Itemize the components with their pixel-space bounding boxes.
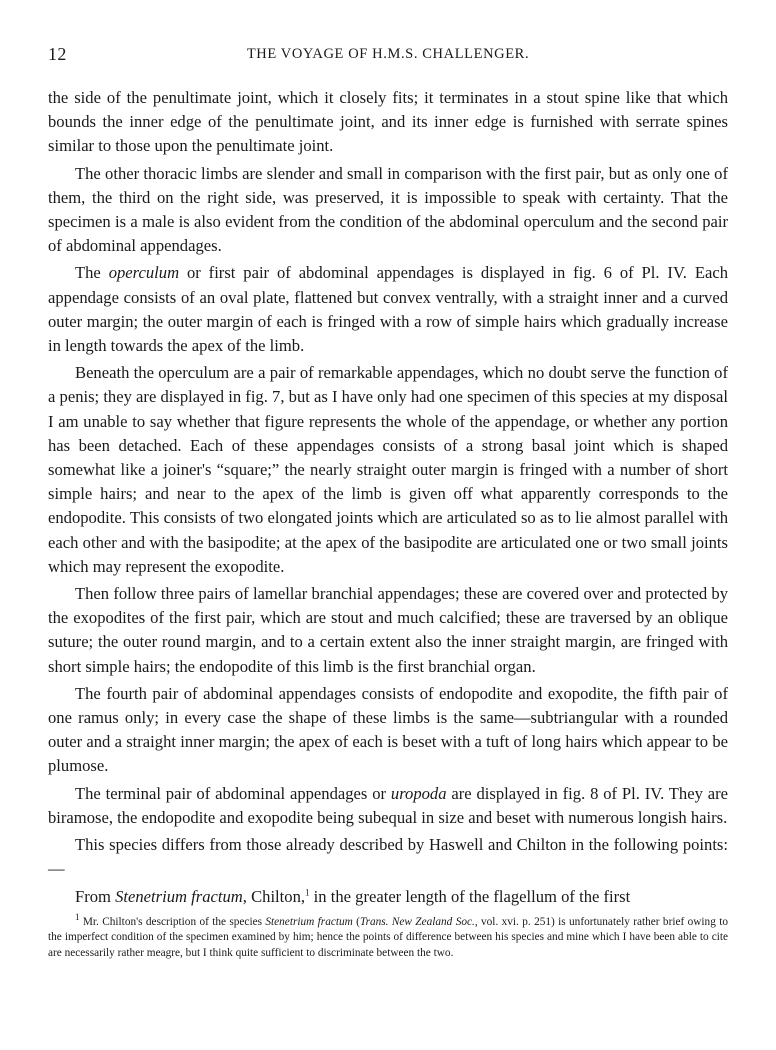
footnote-marker: 1 <box>75 911 80 922</box>
footnote-text: Mr. Chilton's description of the species <box>79 915 266 928</box>
paragraph-text: are displayed in fig. 8 of Pl. IV. They are biramose, the endopodite and exopodite being subequal in size and beset with numerous longish hairs. <box>48 783 728 827</box>
paragraph-fourth-pair <box>48 682 728 779</box>
paragraph-branchial-appendages <box>48 582 728 679</box>
paragraph-text: Then follow three pairs of lamellar branchial appendages; these are covered over and protected by the exopodites of the first pair, which are stout and much calcified; these are traversed by an oblique suture; the outer round margin, and to a certain extent also the inner straight margin, are fringed with short simple hairs; the endopodite of this limb is the first branchial organ. <box>48 584 728 676</box>
paragraph-text: or first pair of abdominal appendages is displayed in fig. 6 of Pl. IV. Each appendage consists of an oval plate, flattened but convex ventrally, with a straight inner and a curved outer margin; the outer margin of each is fringed with a row of simple hairs which gradually increase in length towards the apex of the limb. <box>48 263 728 356</box>
page <box>48 44 728 961</box>
paragraph-operculum <box>48 261 728 358</box>
italic-term: Stenetrium fractum <box>115 886 243 906</box>
paragraph-continuation <box>48 86 728 159</box>
paragraph-text: The other thoracic limbs are slender and small in comparison with the first pair, but as only one of them, the third on the right side, was preserved, it is impossible to speak with certainty. That the specimen is a male is also evident from the condition of the abdominal operculum and the second pair of abdominal appendages. <box>48 163 728 256</box>
paragraph-uropoda <box>48 782 728 830</box>
footnote-reference[interactable]: 1 <box>305 886 310 897</box>
footnote-italic: Stenetrium fractum <box>265 915 353 928</box>
page-number: 12 <box>48 44 67 64</box>
italic-term: operculum <box>108 263 180 283</box>
paragraph-text: The fourth pair of abdominal appendages consists of endopodite and exopodite, the fifth pair of one ramus only; in every case the shape of these limbs is the same—subtriangular with a rounded outer and a straight inner margin; the apex of each is beset with a tuft of long hairs which appear to be plumose. <box>48 683 728 776</box>
paragraph-text: in the greater length of the flagellum of the first <box>309 886 631 906</box>
body-text <box>48 86 728 909</box>
paragraph-text: The terminal pair of abdominal appendages or <box>75 783 391 803</box>
running-title: THE VOYAGE OF H.M.S. CHALLENGER. <box>246 46 530 62</box>
paragraph-thoracic-limbs <box>48 162 728 259</box>
footnote-text: , vol. xvi. p. 251) is unfortunately rather brief owing to the imperfect condition of the specimen examined by him; hence the points of difference between his species and mine which I have been able to cite are necessarily rather meagre, but I think quite sufficient to discriminate between the two. <box>48 915 728 959</box>
paragraph-text: From <box>75 886 116 906</box>
paragraph-penis-appendages <box>48 361 728 579</box>
italic-term: uropoda <box>390 783 447 803</box>
footnote-italic: Trans. New Zealand Soc. <box>359 915 475 928</box>
paragraph-text: the side of the penultimate joint, which it closely fits; it terminates in a stout spine like that which bounds the inner edge of the penultimate joint, and its inner edge is furnished with serrate spines similar to those upon the penultimate joint. <box>48 88 728 156</box>
paragraph-text: , Chilton, <box>242 886 306 906</box>
paragraph-text: Beneath the operculum are a pair of remarkable appendages, which no doubt serve the function of a penis; they are displayed in fig. 7, but as I have only had one specimen of this species at my disposal I am unable to say whether that figure represents the whole of the appendage, or whether any portion has been detached. Each of these appendages consists of a strong basal joint which is shaped somewhat like a joiner's “square;” the nearly straight outer margin is fringed with a number of short simple hairs; and near to the apex of the limb is given off what apparently corresponds to the endopodite. This consists of two elongated joints which are articulated so as to lie almost parallel with each other and with the basipodite; at the apex of the basipodite are articulated one or two small joints which may represent the exopodite. <box>48 363 728 576</box>
paragraph-stenetrium-fractum <box>48 885 728 909</box>
footnote-text: ( <box>352 915 360 928</box>
footnote <box>48 911 728 962</box>
paragraph-text: The <box>75 263 109 283</box>
paragraph-text: This species differs from those already described by Haswell and Chilton in the following points:— <box>48 835 728 879</box>
running-head <box>48 44 728 72</box>
paragraph-differences <box>48 833 728 881</box>
